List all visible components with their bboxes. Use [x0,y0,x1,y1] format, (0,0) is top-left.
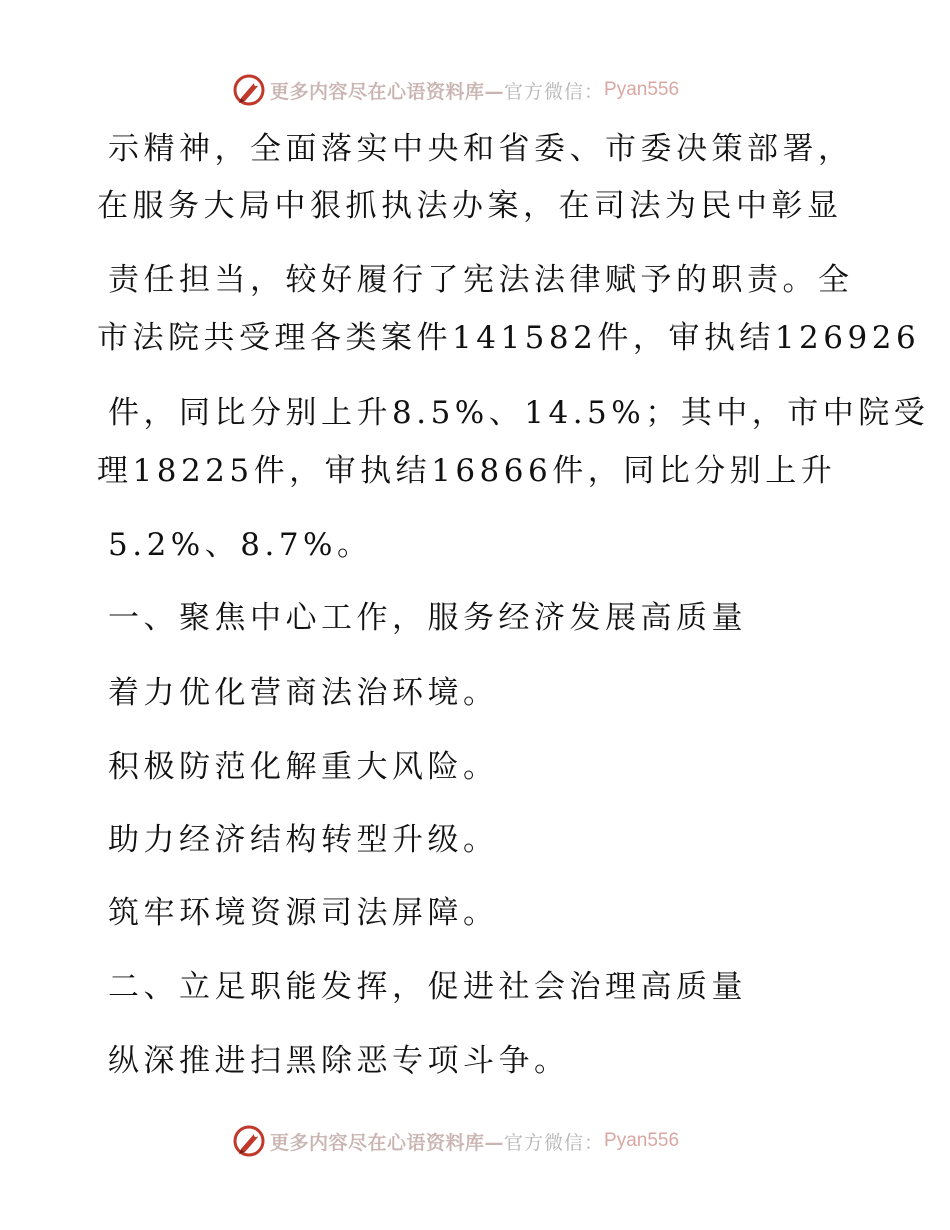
body-line-1: 示精神，全面落实中央和省委、市委决策部署， [108,131,854,167]
banner-title: 更多内容尽在心语资料库— [270,80,505,103]
body-line-2: 在服务大局中狠抓执法办案，在司法为民中彰显 [97,188,843,224]
body-line-11: 助力经济结构转型升级。 [108,822,499,858]
body-line-6: 理18225件，审执结16866件，同比分别上升 [97,453,837,489]
header-banner [232,73,679,107]
pen-logo-icon [232,73,266,107]
banner-wechat-label: 官方微信： [504,80,605,103]
body-line-7: 5.2%、8.7%。 [108,527,373,563]
banner-wechat-id: Pyan556 [604,79,680,100]
section-heading-2: 二、立足职能发挥，促进社会治理高质量 [108,969,747,1005]
banner-title: 更多内容尽在心语资料库— [270,1131,505,1154]
body-line-10: 积极防范化解重大风险。 [108,749,499,785]
pen-logo-icon [232,1124,266,1158]
body-line-9: 着力优化营商法治环境。 [108,675,499,711]
body-line-3: 责任担当，较好履行了宪法法律赋予的职责。全 [108,262,854,298]
body-line-4: 市法院共受理各类案件141582件，审执结126926 [97,320,921,356]
body-line-5: 件，同比分别上升8.5%、14.5%；其中，市中院受 [108,395,930,431]
banner-wechat-label: 官方微信： [504,1131,605,1154]
banner-wechat-id: Pyan556 [604,1130,680,1151]
body-line-14: 纵深推进扫黑除恶专项斗争。 [108,1043,570,1079]
section-heading-1: 一、聚焦中心工作，服务经济发展高质量 [108,600,747,636]
body-line-12: 筑牢环境资源司法屏障。 [108,895,499,931]
footer-banner [232,1124,679,1158]
